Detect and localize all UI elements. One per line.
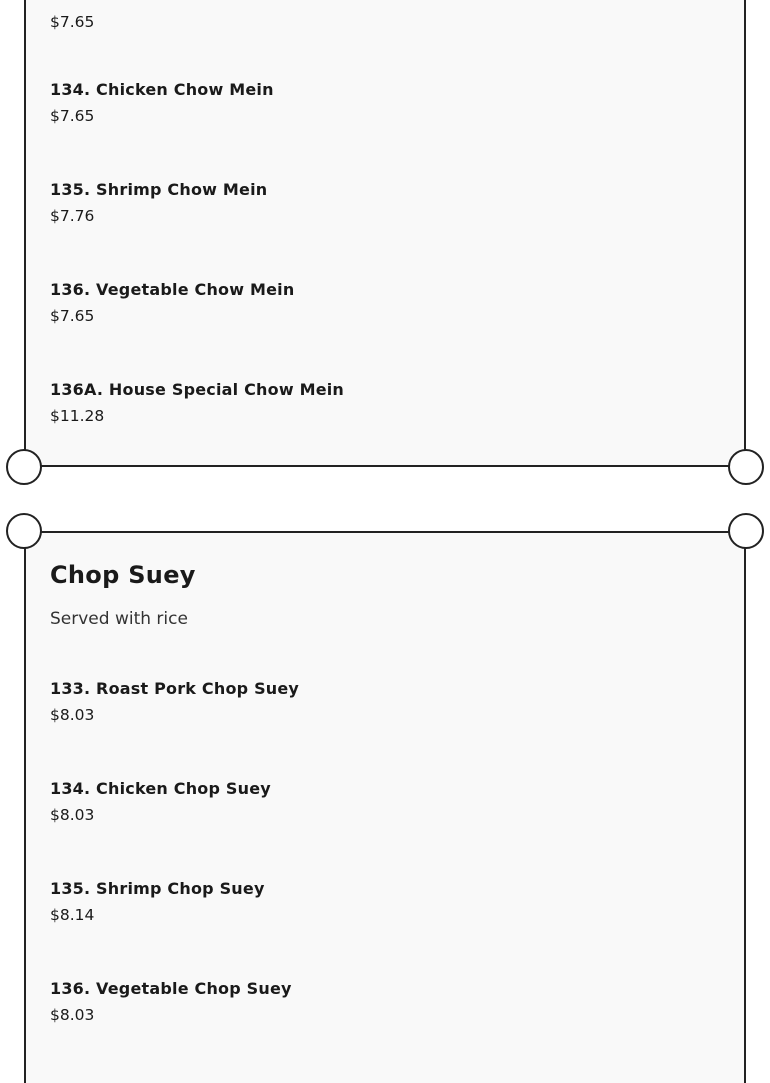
menu-item[interactable] bbox=[50, 979, 292, 1025]
section-description: Served with rice bbox=[50, 609, 188, 629]
item-name: 135. Shrimp Chow Mein bbox=[50, 180, 268, 199]
item-price: $7.65 bbox=[50, 307, 95, 325]
item-name: 136. Vegetable Chop Suey bbox=[50, 979, 292, 998]
item-name: 133. Roast Pork Chop Suey bbox=[50, 679, 300, 698]
menu-item[interactable] bbox=[50, 6, 94, 32]
item-price: $7.65 bbox=[50, 13, 95, 31]
item-price: $8.03 bbox=[50, 806, 95, 824]
chow-mein-section bbox=[24, 0, 746, 467]
menu-item[interactable] bbox=[50, 80, 274, 126]
item-price: $8.03 bbox=[50, 1006, 95, 1024]
chop-suey-section bbox=[24, 531, 746, 1083]
item-price: $11.28 bbox=[50, 407, 105, 425]
corner-notch bbox=[6, 449, 42, 485]
item-price: $8.03 bbox=[50, 706, 95, 724]
item-name: 136A. House Special Chow Mein bbox=[50, 380, 345, 399]
section-title: Chop Suey bbox=[50, 561, 196, 589]
menu-item[interactable] bbox=[50, 380, 344, 426]
menu-item[interactable] bbox=[50, 180, 267, 226]
item-name: 135. Shrimp Chop Suey bbox=[50, 879, 265, 898]
item-price: $8.14 bbox=[50, 906, 95, 924]
item-name: 134. Chicken Chow Mein bbox=[50, 80, 274, 99]
item-price: $7.65 bbox=[50, 107, 95, 125]
menu-item[interactable] bbox=[50, 280, 294, 326]
item-name: 134. Chicken Chop Suey bbox=[50, 779, 271, 798]
menu-item[interactable] bbox=[50, 679, 299, 725]
corner-notch bbox=[6, 513, 42, 549]
corner-notch bbox=[728, 449, 764, 485]
corner-notch bbox=[728, 513, 764, 549]
menu-item[interactable] bbox=[50, 779, 271, 825]
item-name: 136. Vegetable Chow Mein bbox=[50, 280, 295, 299]
menu-item[interactable] bbox=[50, 879, 265, 925]
item-price: $7.76 bbox=[50, 207, 95, 225]
